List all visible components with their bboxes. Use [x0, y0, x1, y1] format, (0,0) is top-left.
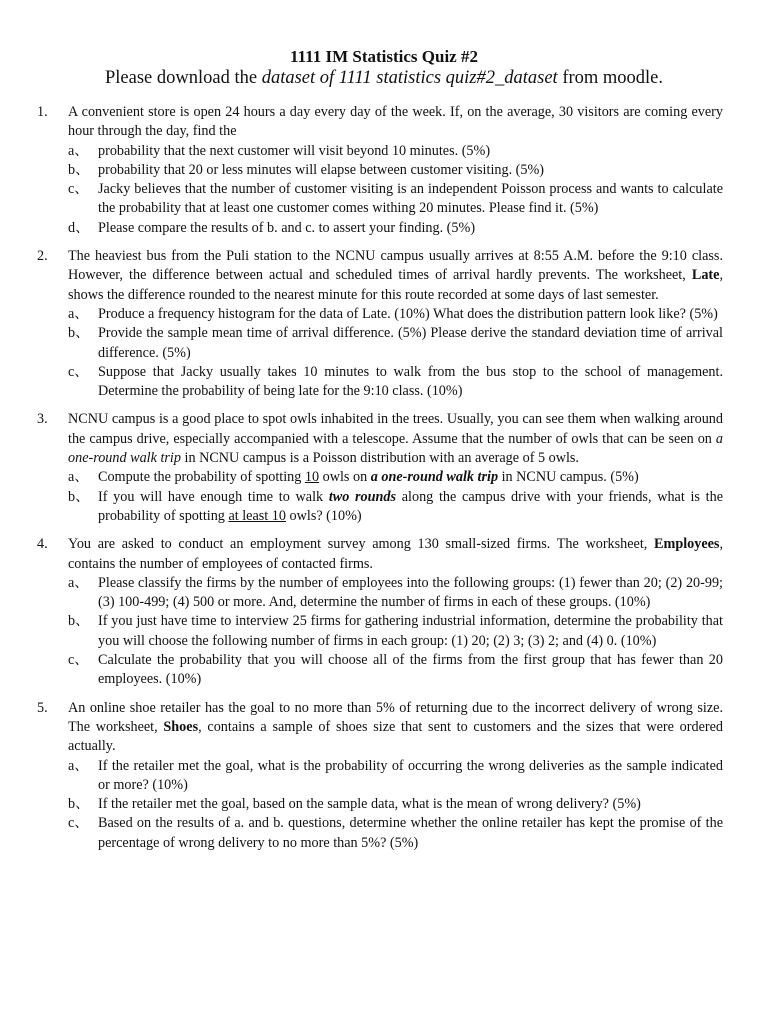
question-list: [0, 103, 768, 862]
subquestion-label: c、: [68, 815, 89, 832]
subquestion-text-post: in NCNU campus. (5%): [498, 469, 639, 486]
emphasis-text: two rounds: [328, 488, 397, 505]
question-3: [0, 410, 768, 526]
subquestion-1b: [0, 161, 768, 180]
subquestion-text: Provide the sample mean time of arrival difference. (5%) Please derive the standard deviation time of arrival difference. (5%): [98, 325, 723, 361]
subtitle-post: from moodle.: [557, 68, 664, 88]
subquestion-text-mid: owls on: [319, 469, 371, 486]
subquestion-text: probability that 20 or less minutes will elapse between customer visiting. (5%): [98, 161, 545, 178]
subquestion-4c: [0, 651, 768, 690]
question-text-italic: a one-round walk trip: [68, 430, 723, 467]
page-title: 1111 IM Statistics Quiz #2: [290, 47, 478, 66]
subquestion-text-pre: If you will have enough time to walk: [98, 488, 329, 505]
question-text-pre: NCNU campus is a good place to spot owls inhabited in the trees. Usually, you can see them when walking around the campus drive, especially accompanied with a telescope. Assume that the number of owls that can be seen on: [68, 411, 723, 447]
underlined-count: at least 10: [228, 507, 286, 524]
question-text-post: , contains the number of employees of contacted firms.: [68, 536, 723, 572]
question-text-post: in NCNU campus is a Poisson distribution with an average of 5 owls.: [180, 450, 579, 467]
subquestion-text: Based on the results of a. and b. questions, determine whether the online retailer has kept the promise of the percentage of wrong delivery to no more than 5%? (5%): [98, 815, 723, 851]
subquestion-4b: [0, 612, 768, 651]
subquestion-label: b、: [68, 161, 90, 178]
subquestion-label: c、: [68, 181, 89, 198]
question-text: [68, 247, 723, 305]
subquestion-label: c、: [68, 652, 89, 669]
worksheet-name: Employees: [654, 536, 720, 553]
worksheet-name: Shoes: [163, 718, 199, 735]
subquestion-text: [98, 468, 723, 487]
subquestion-2c: [0, 363, 768, 402]
page-subtitle: [0, 67, 768, 89]
subquestion-1c: [0, 180, 768, 219]
subquestion-label: b、: [68, 325, 90, 342]
subquestion-text: Please compare the results of b. and c. to assert your finding. (5%): [98, 219, 476, 236]
subquestion-label: a、: [68, 142, 89, 159]
subquestion-label: a、: [68, 305, 89, 322]
question-text-pre: You are asked to conduct an employment survey among 130 small-sized firms. The worksheet,: [68, 536, 655, 553]
subquestion-text: If you just have time to interview 25 firms for gathering industrial information, determine the probability that you will choose the following number of firms in each group: (1) 20; (2) 3; (3) 2; and (4) 0. (10%): [98, 613, 723, 649]
subquestion-text: Please classify the firms by the number of employees into the following groups: (1) fewer than 20; (2) 20-99; (3) 100-499; (4) 500 or more. And, determine the number of firms in each of these groups. (10%): [98, 574, 723, 611]
subtitle-pre: Please download the: [104, 68, 262, 88]
subquestion-label: a、: [68, 469, 89, 486]
subquestion-text: Jacky believes that the number of customer visiting is an independent Poisson process and wants to calculate the probability that at least one customer comes withing 20 minutes. Please find it. (5%): [98, 181, 723, 217]
question-number: 2.: [37, 248, 48, 265]
question-text-pre: The heaviest bus from the Puli station to the NCNU campus usually arrives at 8:55 A.M. before the 9:10 class. However, the difference between actual and scheduled times of arrival hardly prevents. The worksheet,: [68, 248, 723, 284]
question-5: [0, 699, 768, 853]
question-text: [68, 410, 723, 468]
subquestion-text-pre: Compute the probability of spotting: [98, 469, 305, 486]
subquestion-1d: [0, 219, 768, 238]
question-number: 5.: [37, 699, 48, 716]
subquestion-3b: [0, 488, 768, 527]
subquestion-text-mid: along the campus drive with your friends, what is the probability of spotting: [98, 488, 723, 524]
subquestion-2a: [0, 305, 768, 324]
subquestion-text: Suppose that Jacky usually takes 10 minutes to walk from the bus stop to the school of management. Determine the probability of being late for the 9:10 class. (10%): [98, 363, 723, 400]
subquestion-label: c、: [68, 363, 89, 380]
subquestion-text: probability that the next customer will visit beyond 10 minutes. (5%): [98, 142, 491, 159]
question-number: 3.: [37, 411, 48, 428]
subquestion-2b: [0, 324, 768, 363]
subquestion-text: Calculate the probability that you will choose all of the firms from the first group that has fewer than 20 employees. (10%): [98, 652, 723, 688]
subquestion-label: a、: [68, 757, 89, 774]
subquestion-text: If the retailer met the goal, what is the probability of occurring the wrong deliveries as the sample indicated or more? (10%): [98, 757, 723, 793]
subquestion-text: Produce a frequency histogram for the data of Late. (10%) What does the distribution pattern look like? (5%): [98, 305, 718, 322]
question-text: [68, 699, 723, 757]
emphasis-text: a one-round walk trip: [370, 469, 499, 486]
subquestion-text-post: owls? (10%): [285, 507, 362, 524]
subquestion-1a: [0, 142, 768, 161]
question-2: [0, 247, 768, 401]
subquestion-3a: [0, 468, 768, 487]
question-text-pre: An online shoe retailer has the goal to no more than 5% of returning due to the incorrect delivery of wrong size. The worksheet,: [68, 699, 723, 735]
subquestion-label: b、: [68, 488, 90, 505]
question-text-post: , contains a sample of shoes size that sent to customers and the sizes that were ordered actually.: [68, 718, 723, 755]
question-text: A convenient store is open 24 hours a day every day of the week. If, on the average, 30 visitors are coming every hour through the day, find the: [68, 104, 723, 140]
subquestion-label: a、: [68, 574, 89, 591]
question-number: 1.: [37, 104, 48, 120]
subquestion-text: If the retailer met the goal, based on the sample data, what is the mean of wrong delivery? (5%): [98, 796, 641, 813]
worksheet-name: Late: [691, 267, 720, 284]
question-number: 4.: [37, 536, 48, 553]
subquestion-5c: [0, 814, 768, 853]
question-1: [0, 103, 768, 238]
subquestion-label: b、: [68, 613, 90, 630]
subquestion-4a: [0, 574, 768, 613]
subquestion-text: [98, 488, 723, 527]
question-text: [68, 535, 723, 574]
subquestion-label: d、: [68, 219, 90, 236]
subquestion-5a: [0, 757, 768, 796]
question-text-post: , shows the difference rounded to the nearest minute for this route recorded at some days of last semester.: [68, 267, 723, 303]
subtitle-dataset: dataset of 1111 statistics quiz#2_dataset: [261, 68, 558, 88]
subquestion-5b: [0, 795, 768, 814]
question-4: [0, 535, 768, 689]
underlined-count: 10: [304, 469, 320, 486]
subquestion-label: b、: [68, 796, 90, 813]
